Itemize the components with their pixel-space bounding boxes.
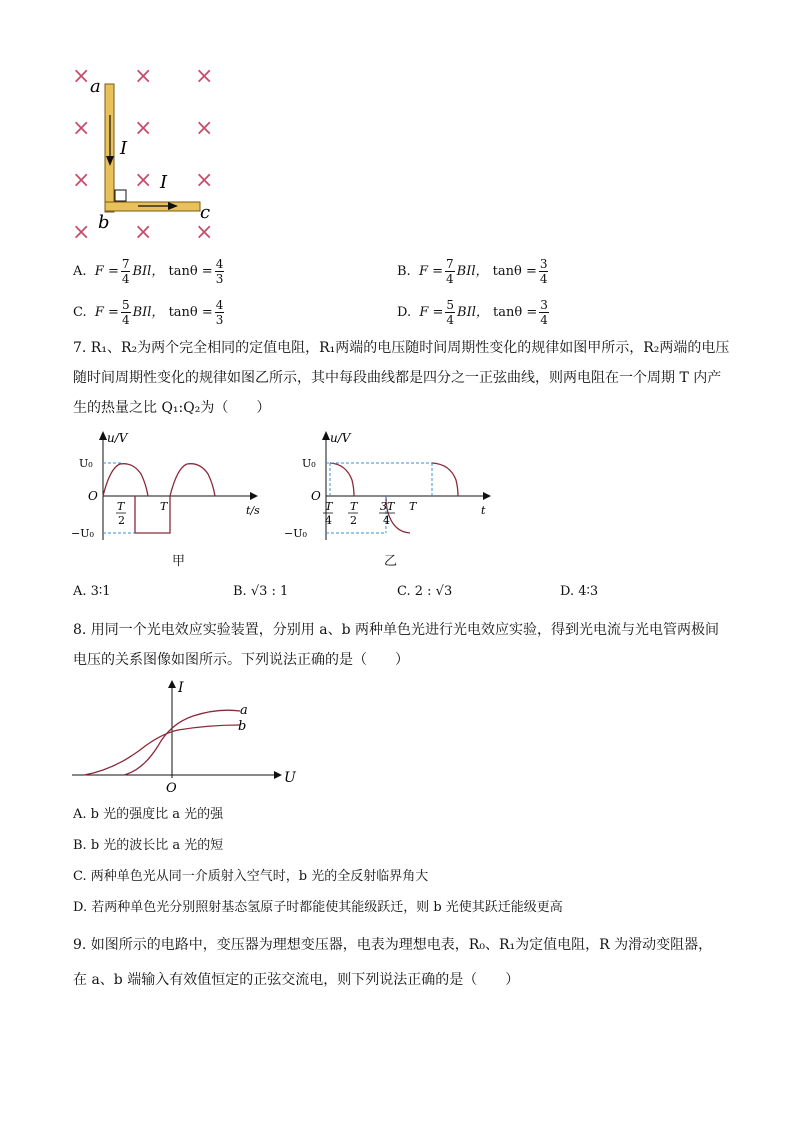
curve-b bbox=[84, 725, 240, 775]
q8-option-b[interactable]: B. b 光的波长比 a 光的短 bbox=[73, 838, 224, 853]
field-mark-1-0: × bbox=[72, 116, 91, 141]
q6-option-d[interactable]: D. F = $\frac{5}{4}$ BIl， tanθ = $\frac{3}{4}$ bbox=[397, 298, 548, 327]
svg-text:U₀: U₀ bbox=[302, 457, 316, 470]
field-mark-3-2: × bbox=[195, 220, 214, 245]
field-mark-0-2: × bbox=[195, 64, 214, 89]
svg-text:T: T bbox=[325, 500, 333, 513]
label-b: b bbox=[98, 212, 110, 233]
yi-quarter-1 bbox=[330, 463, 354, 496]
right-angle-mark bbox=[115, 190, 126, 201]
jia-sine-2 bbox=[170, 464, 215, 496]
q8-option-d[interactable]: D. 若两种单色光分别照射基态氢原子时都能使其能级跃迁，则 b 光使其跃迁能级更高 bbox=[73, 900, 563, 915]
caption-jia: 甲 bbox=[172, 554, 186, 569]
q7-option-c[interactable]: C. 2 : √3 bbox=[397, 584, 453, 599]
q7-line-1: 7. R₁、R₂为两个完全相同的定值电阻，R₁两端的电压随时间周期性变化的规律如图甲所示，R₂两端的电压 bbox=[73, 340, 730, 356]
svg-text:−U₀: −U₀ bbox=[71, 527, 94, 540]
svg-text:O: O bbox=[88, 489, 98, 503]
field-mark-3-0: × bbox=[72, 220, 91, 245]
svg-text:U₀: U₀ bbox=[79, 457, 93, 470]
svg-text:2: 2 bbox=[350, 514, 357, 527]
field-mark-2-0: × bbox=[72, 168, 91, 193]
q8-option-c[interactable]: C. 两种单色光从同一介质射入空气时，b 光的全反射临界角大 bbox=[73, 869, 429, 884]
curve-a bbox=[124, 710, 240, 775]
q6-option-c[interactable]: C. F = $\frac{5}{4}$ BIl， tanθ = $\frac{4}{3}$ bbox=[73, 298, 224, 327]
svg-text:−U₀: −U₀ bbox=[284, 527, 307, 540]
label-a: a bbox=[90, 76, 101, 97]
svg-text:O: O bbox=[166, 781, 177, 796]
field-mark-1-2: × bbox=[195, 116, 214, 141]
q6-option-b[interactable]: B. F = $\frac{7}{4}$ BIl， tanθ = $\frac{3}{4}$ bbox=[397, 257, 548, 286]
svg-text:T: T bbox=[350, 500, 358, 513]
svg-text:2: 2 bbox=[118, 514, 125, 527]
yi-quarter-3 bbox=[432, 463, 458, 496]
jia-sine-1 bbox=[103, 464, 148, 496]
svg-text:b: b bbox=[238, 719, 247, 734]
q8-option-a[interactable]: A. b 光的强度比 a 光的强 bbox=[73, 807, 224, 822]
conductor-field-figure bbox=[60, 60, 230, 250]
field-mark-2-2: × bbox=[195, 168, 214, 193]
field-mark-0-1: × bbox=[134, 64, 153, 89]
svg-text:t/s: t/s bbox=[246, 504, 260, 517]
svg-text:t: t bbox=[481, 504, 486, 517]
graph-jia bbox=[65, 428, 275, 548]
svg-text:4: 4 bbox=[325, 514, 332, 527]
svg-text:a: a bbox=[240, 703, 248, 718]
q8-line-1: 8. 用同一个光电效应实验装置，分别用 a、b 两种单色光进行光电效应实验，得到光电流与光电管两极间 bbox=[73, 622, 720, 638]
svg-text:O: O bbox=[311, 489, 321, 503]
label-c: c bbox=[200, 202, 211, 223]
svg-text:u/V: u/V bbox=[107, 431, 128, 445]
q7-line-2: 随时间周期性变化的规律如图乙所示，其中每段曲线都是四分之一正弦曲线，则两电阻在一个周期 T 内产 bbox=[73, 370, 722, 386]
q9-line-2: 在 a、b 端输入有效值恒定的正弦交流电，则下列说法正确的是（ ） bbox=[73, 972, 520, 988]
q7-option-b[interactable]: B. √3 : 1 bbox=[233, 584, 289, 599]
svg-text:T: T bbox=[117, 500, 125, 513]
svg-text:U: U bbox=[284, 770, 296, 786]
q7-option-a[interactable]: A. 3∶1 bbox=[73, 584, 111, 599]
svg-text:u/V: u/V bbox=[330, 431, 351, 445]
field-mark-2-1: × bbox=[134, 168, 153, 193]
field-mark-3-1: × bbox=[134, 220, 153, 245]
q7-option-d[interactable]: D. 4∶3 bbox=[560, 584, 599, 599]
svg-text:4: 4 bbox=[383, 514, 390, 527]
graph-yi bbox=[278, 428, 498, 548]
q8-line-2: 电压的关系图像如图所示。下列说法正确的是（ ） bbox=[73, 652, 409, 668]
field-mark-1-1: × bbox=[134, 116, 153, 141]
svg-text:T: T bbox=[160, 500, 168, 513]
caption-yi: 乙 bbox=[384, 554, 398, 569]
label-current-1: I bbox=[120, 138, 128, 159]
svg-text:T: T bbox=[409, 500, 417, 513]
q9-line-1: 9. 如图所示的电路中，变压器为理想变压器，电表为理想电表，R₀、R₁为定值电阻，R 为滑动变阻器， bbox=[73, 937, 713, 953]
label-current-2: I bbox=[160, 172, 168, 193]
field-mark-0-0: × bbox=[72, 64, 91, 89]
svg-text:I: I bbox=[178, 680, 184, 696]
photoelectric-graph bbox=[68, 678, 308, 798]
q6-option-a[interactable]: A. F = $\frac{7}{4}$ BIl， tanθ = $\frac{4}{3}$ bbox=[73, 257, 224, 286]
svg-text:3T: 3T bbox=[380, 500, 395, 513]
q7-line-3: 生的热量之比 Q₁:Q₂为（ ） bbox=[73, 400, 271, 416]
